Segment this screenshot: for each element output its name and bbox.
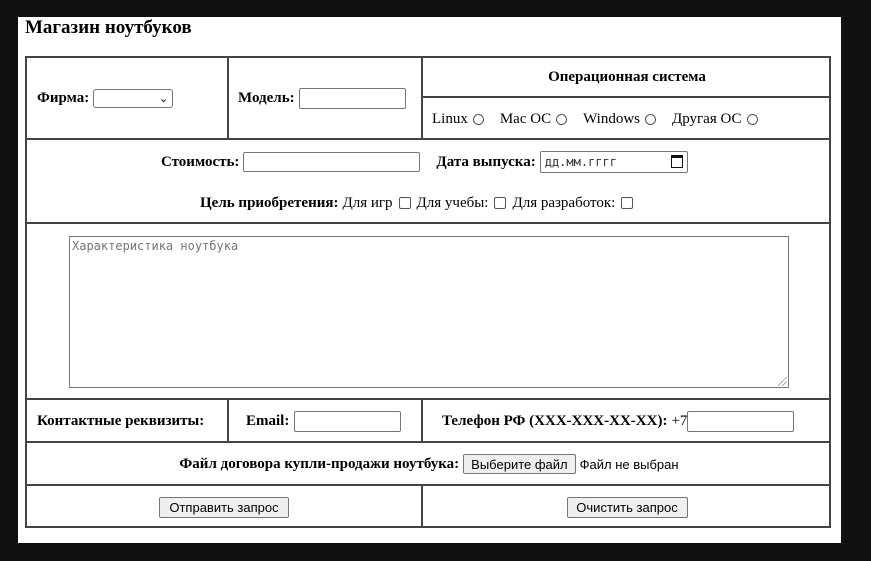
os-option-windows-label: Windows (583, 110, 640, 127)
file-label: Файл договора купли-продажи ноутбука: (179, 455, 460, 472)
phone-label: Телефон РФ (XXX-XXX-XX-XX): (442, 412, 668, 429)
os-option-mac-label: Mac OC (499, 110, 552, 127)
release-date-label: Дата выпуска: (436, 153, 536, 170)
calendar-icon[interactable] (671, 155, 683, 168)
divider (227, 58, 229, 138)
firm-label: Фирма: (37, 89, 90, 106)
os-radio-windows[interactable] (645, 114, 656, 125)
os-radio-mac[interactable] (556, 114, 567, 125)
phone-input[interactable] (687, 411, 794, 432)
submit-button[interactable]: Отправить запрос (159, 497, 289, 518)
divider (421, 96, 831, 98)
choose-file-button[interactable]: Выберите файл (463, 454, 575, 474)
divider (27, 484, 831, 486)
os-heading: Операционная система (548, 68, 706, 85)
divider (27, 222, 831, 224)
description-textarea[interactable] (69, 236, 789, 388)
chevron-down-icon: ⌄ (159, 91, 169, 105)
firm-cell (37, 86, 173, 110)
email-input[interactable] (294, 411, 401, 432)
file-status: Файл не выбран (579, 456, 679, 472)
purpose-dev-checkbox[interactable] (621, 197, 633, 209)
release-date-input[interactable] (540, 151, 688, 173)
purpose-games-label: Для игр (342, 194, 393, 211)
os-radio-linux[interactable] (473, 114, 484, 125)
phone-prefix: +7 (671, 412, 688, 429)
cost-cell (161, 150, 688, 174)
os-radio-other[interactable] (747, 114, 758, 125)
release-date-placeholder: дд.мм.гггг (544, 155, 617, 169)
divider (27, 441, 831, 443)
page-title: Магазин ноутбуков (25, 17, 192, 38)
phone-cell (442, 409, 794, 433)
divider (421, 398, 423, 441)
reset-cell (423, 496, 831, 518)
contacts-label: Контактные реквизиты: (37, 412, 205, 429)
page (18, 17, 841, 543)
firm-select[interactable] (93, 89, 173, 108)
reset-button[interactable]: Очистить запрос (567, 497, 688, 518)
divider (27, 138, 831, 140)
purpose-games-checkbox[interactable] (399, 197, 411, 209)
model-label: Модель: (238, 89, 295, 106)
purpose-dev-label: Для разработок: (512, 194, 616, 211)
cost-label: Стоимость: (161, 153, 240, 170)
resize-grip-icon[interactable] (778, 377, 787, 386)
purpose-study-checkbox[interactable] (494, 197, 506, 209)
purpose-study-label: Для учебы: (416, 194, 489, 211)
model-cell (238, 86, 406, 110)
os-options (432, 108, 758, 130)
submit-cell (27, 496, 421, 518)
purpose-label: Цель приобретения: (200, 194, 339, 211)
file-cell (27, 452, 831, 476)
email-label: Email: (246, 412, 290, 429)
description-placeholder: Характеристика ноутбука (72, 239, 239, 253)
divider (227, 398, 229, 441)
cost-input[interactable] (243, 152, 420, 172)
os-option-other-label: Другая ОС (672, 110, 742, 127)
purpose-cell (200, 192, 633, 214)
divider (27, 398, 831, 400)
model-input[interactable] (299, 88, 406, 109)
email-cell (246, 409, 401, 433)
order-form-table (25, 56, 831, 528)
os-option-linux-label: Linux (432, 110, 468, 127)
